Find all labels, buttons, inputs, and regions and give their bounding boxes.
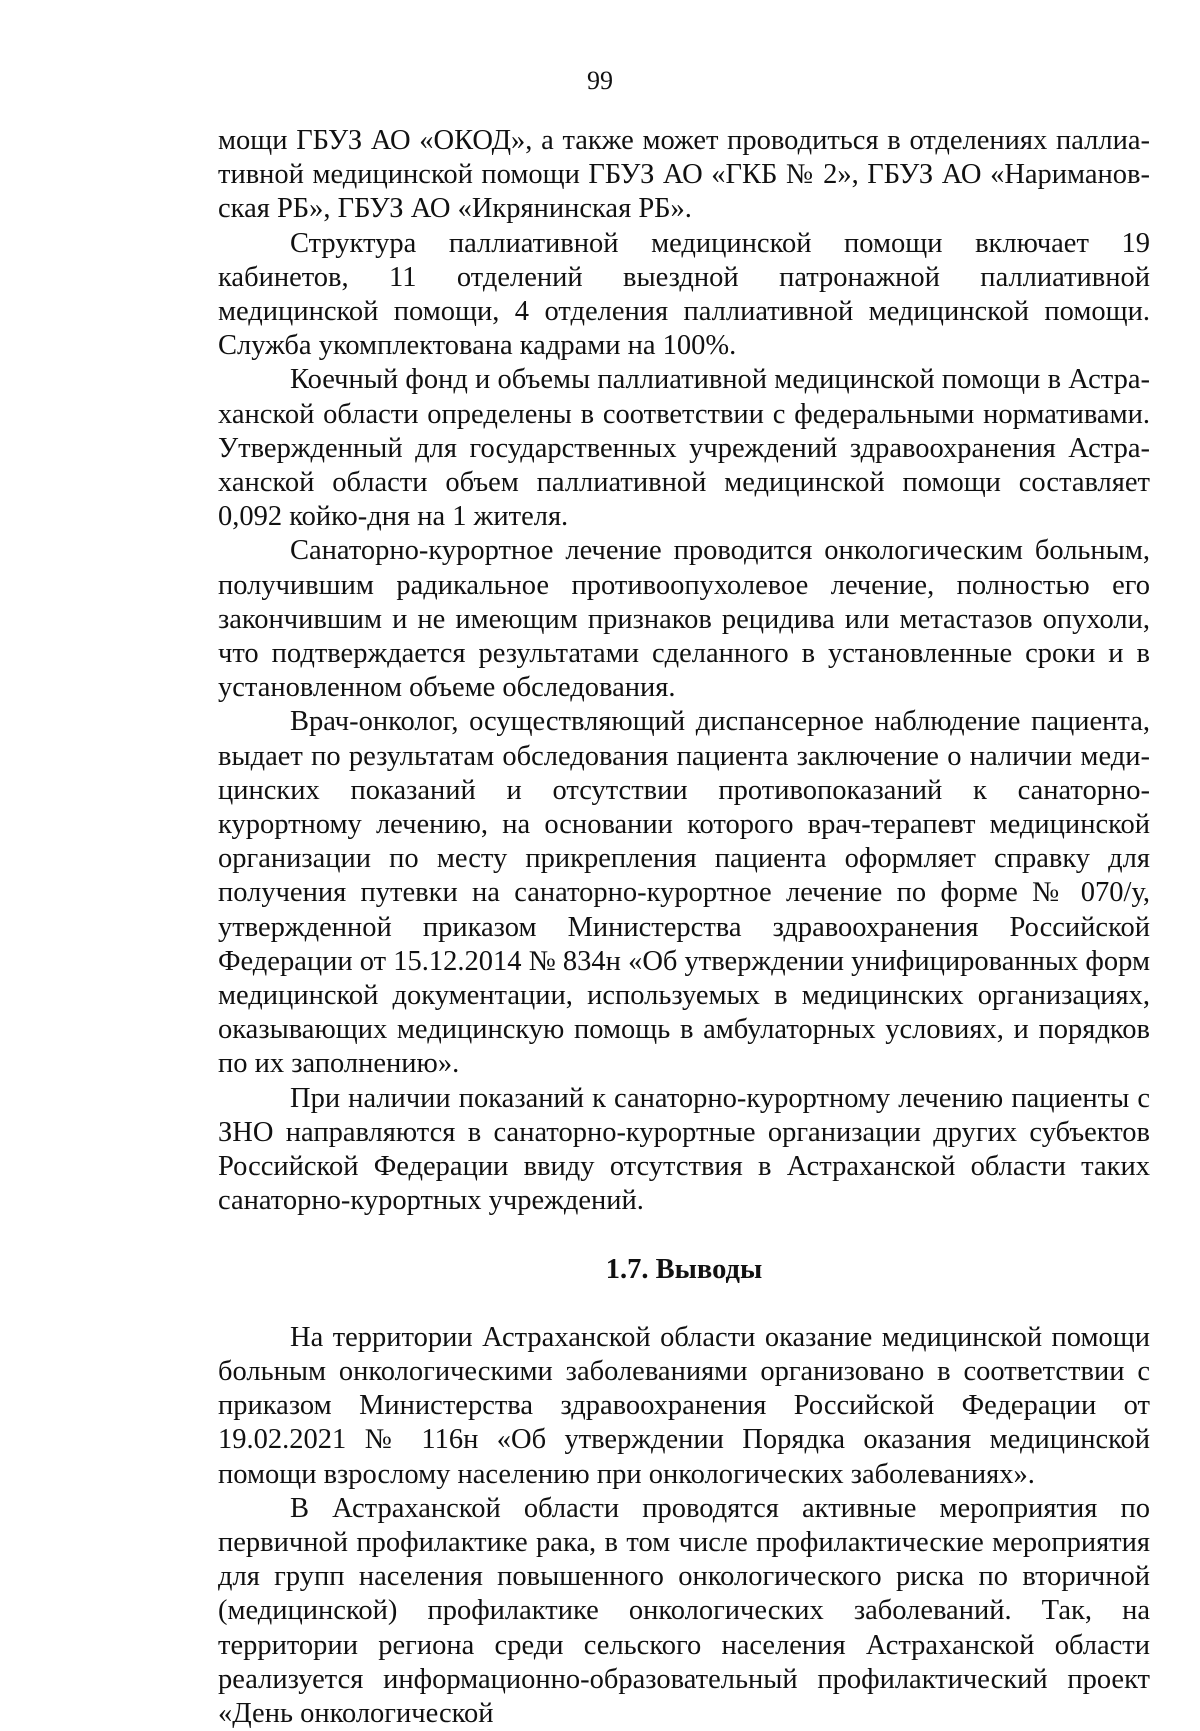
section-text-before (218, 124, 1150, 1219)
paragraph: При наличии показаний к санаторно-курортному лечению пациенты с ЗНО направляются в санаторно-курортные организации других субъектов Российской Федерации ввиду отсутствия в Астраханской области таких санаторно-курортных учреждений. (218, 1082, 1150, 1217)
paragraph: Коечный фонд и объемы паллиативной медицинской помощи в Астраханской области определены в соответствии с федеральными нормативами. Утвержденный для государственных учреждений здравоохранения Астраханской области объем паллиативной медицинской помощи составляет 0,092 койко-дня на 1 жителя. (218, 364, 1150, 533)
page-body (218, 124, 1150, 1731)
paragraph: мощи ГБУЗ АО «ОКОД», а также может проводиться в отделениях паллиативной медицинской помощи ГБУЗ АО «ГКБ № 2», ГБУЗ АО «Наримановская РБ», ГБУЗ АО «Икрянинская РБ». (218, 125, 1150, 225)
paragraph: Санаторно-курортное лечение проводится онкологическим больным, получившим радикальное противоопухолевое лечение, полностью его закончившим и не имеющим признаков рецидива или метастазов опухоли, что подтверждается результатами сделанного в установленные сроки и в установленном объеме обследования. (218, 535, 1150, 704)
paragraph: Врач-онколог, осуществляющий диспансерное наблюдение пациента, выдает по результатам обследования пациента заключение о наличии медицинских показаний и отсутствии противопоказаний к санаторно-курортному лечению, на основании которого врач-терапевт медицинской организации по месту прикрепления пациента оформляет справку для получения путевки на санаторно-курортное лечение по форме № 070/у, утвержденной приказом Министерства здравоохранения Российской Федерации от 15.12.2014 № 834н «Об утверждении унифицированных форм медицинской документации, используемых в медицинских организациях, оказывающих медицинскую помощь в амбулаторных условиях, и порядков по их заполнению». (218, 706, 1150, 1080)
paragraph: В Астраханской области проводятся активные мероприятия по первичной профилактике рака, в том числе профилактические мероприятия для групп населения повышенного онкологического риска по вторичной (медицинской) профилактике онкологических заболеваний. Так, на территории региона среди сельского населения Астраханской области реализуется информационно-образовательный профилактический проект «День онкологической (218, 1492, 1150, 1729)
paragraph: На территории Астраханской области оказание медицинской помощи больным онкологическими заболеваниями организовано в соответствии с приказом Министерства здравоохранения Российской Федерации от 19.02.2021 № 116н «Об утверждении Порядка оказания медицинской помощи взрослому населению при онкологических заболеваниях». (218, 1321, 1150, 1490)
section-heading: 1.7. Выводы (605, 1253, 763, 1285)
page-number: 99 (587, 66, 613, 95)
section-text-after (218, 1321, 1150, 1731)
paragraph: Структура паллиативной медицинской помощи включает 19 кабинетов, 11 отделений выездной патронажной паллиативной медицинской помощи, 4 отделения паллиативной медицинской помощи. Служба укомплектована кадрами на 100%. (218, 227, 1150, 362)
